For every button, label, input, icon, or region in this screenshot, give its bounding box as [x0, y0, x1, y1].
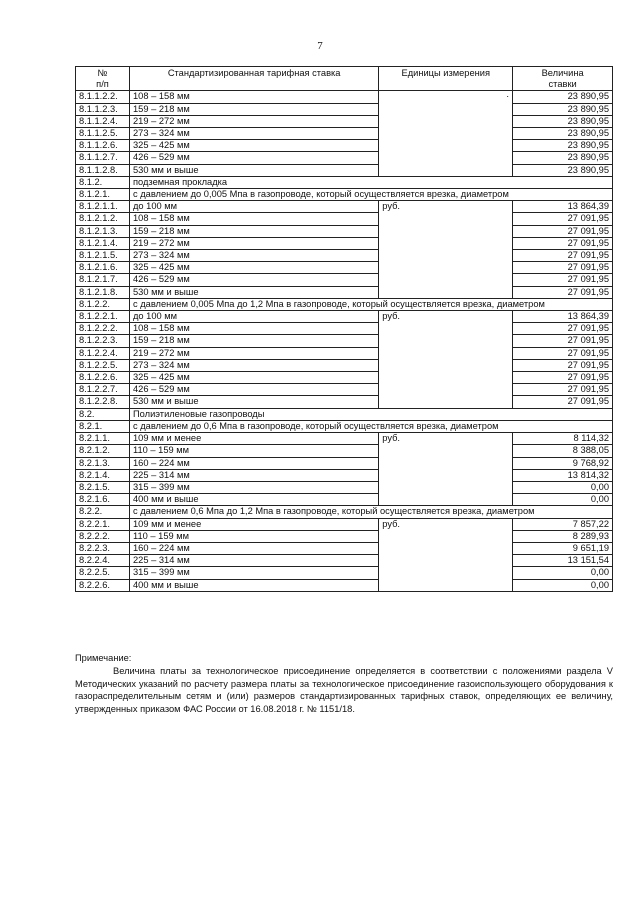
- row-diameter: 110 – 159 мм: [130, 530, 379, 542]
- row-number: 8.1.1.2.5.: [76, 128, 130, 140]
- rate-value: 27 091,95: [513, 213, 613, 225]
- note: [75, 652, 613, 715]
- row-diameter: 273 – 324 мм: [130, 359, 379, 371]
- rate-value: 23 890,95: [513, 140, 613, 152]
- header-num: № п/п: [76, 67, 130, 91]
- row-number: 8.2.1.2.: [76, 445, 130, 457]
- table-row: [76, 213, 613, 225]
- table-row: [76, 91, 613, 103]
- table-row: [76, 237, 613, 249]
- section-title: с давлением до 0,6 Мпа в газопроводе, который осуществляется врезка, диаметром: [130, 420, 613, 432]
- row-number: 8.1.1.2.3.: [76, 103, 130, 115]
- section-row: [76, 176, 613, 188]
- row-number: 8.1.1.2.8.: [76, 164, 130, 176]
- table-row: [76, 384, 613, 396]
- rate-value: 27 091,95: [513, 359, 613, 371]
- row-number: 8.1.2.2.6.: [76, 372, 130, 384]
- table-row: [76, 335, 613, 347]
- table-row: [76, 359, 613, 371]
- row-number: 8.2.1.1.: [76, 433, 130, 445]
- row-number: 8.2.2.3.: [76, 542, 130, 554]
- row-diameter: 219 – 272 мм: [130, 347, 379, 359]
- rate-value: 23 890,95: [513, 115, 613, 127]
- row-diameter: 530 мм и выше: [130, 164, 379, 176]
- rate-value: 0,00: [513, 494, 613, 506]
- header-name: Стандартизированная тарифная ставка: [130, 67, 379, 91]
- section-title: с давлением до 0,005 Мпа в газопроводе, который осуществляется врезка, диаметром: [130, 189, 613, 201]
- row-diameter: 160 – 224 мм: [130, 542, 379, 554]
- table-row: [76, 201, 613, 213]
- row-diameter: 530 мм и выше: [130, 286, 379, 298]
- row-diameter: 325 – 425 мм: [130, 372, 379, 384]
- row-number: 8.2.1.4.: [76, 469, 130, 481]
- rate-value: 23 890,95: [513, 128, 613, 140]
- table-row: [76, 128, 613, 140]
- tariff-table: [75, 66, 613, 592]
- table-row: [76, 445, 613, 457]
- section-title: подземная прокладка: [130, 176, 613, 188]
- rate-value: 27 091,95: [513, 286, 613, 298]
- section-number: 8.2.2.: [76, 506, 130, 518]
- section-row: [76, 189, 613, 201]
- unit-cell: руб.: [379, 201, 513, 299]
- section-number: 8.1.2.1.: [76, 189, 130, 201]
- unit-cell: руб.: [379, 518, 513, 591]
- rate-value: 27 091,95: [513, 262, 613, 274]
- table-row: [76, 164, 613, 176]
- rate-value: 13 814,32: [513, 469, 613, 481]
- section-title: Полиэтиленовые газопроводы: [130, 408, 613, 420]
- row-diameter: 315 – 399 мм: [130, 481, 379, 493]
- row-number: 8.1.1.2.4.: [76, 115, 130, 127]
- section-number: 8.2.: [76, 408, 130, 420]
- section-title: с давлением 0,005 Мпа до 1,2 Мпа в газопроводе, который осуществляется врезка, диаметром: [130, 298, 613, 310]
- note-text: Величина платы за технологическое присоединение определяется в соответствии с положениями раздела V Методических указаний по расчету размера платы за технологическое присоединение газоиспользующего оборудования к газораспределительным сетям и (или) размеров стандартизированных тарифных ставок, определяющих ее величину, утвержденных приказом ФАС России от 16.08.2018 г. № 1151/18.: [75, 666, 613, 714]
- rate-value: 27 091,95: [513, 335, 613, 347]
- rate-value: 13 151,54: [513, 555, 613, 567]
- table-row: [76, 250, 613, 262]
- row-diameter: 225 – 314 мм: [130, 469, 379, 481]
- rate-value: 0,00: [513, 567, 613, 579]
- row-diameter: 273 – 324 мм: [130, 128, 379, 140]
- header-value: Величина ставки: [513, 67, 613, 91]
- rate-value: 8 289,93: [513, 530, 613, 542]
- rate-value: 27 091,95: [513, 384, 613, 396]
- row-diameter: 325 – 425 мм: [130, 262, 379, 274]
- row-number: 8.1.2.2.2.: [76, 323, 130, 335]
- header-unit: Единицы измерения: [379, 67, 513, 91]
- row-diameter: 426 – 529 мм: [130, 384, 379, 396]
- table-row: [76, 433, 613, 445]
- row-number: 8.1.2.1.4.: [76, 237, 130, 249]
- row-number: 8.2.2.6.: [76, 579, 130, 591]
- row-number: 8.1.1.2.6.: [76, 140, 130, 152]
- table-row: [76, 225, 613, 237]
- section-number: 8.1.2.: [76, 176, 130, 188]
- row-diameter: 159 – 218 мм: [130, 103, 379, 115]
- tariff-table-body: [76, 91, 613, 591]
- table-row: [76, 457, 613, 469]
- row-number: 8.1.2.2.7.: [76, 384, 130, 396]
- section-row: [76, 408, 613, 420]
- table-row: [76, 274, 613, 286]
- table-row: [76, 481, 613, 493]
- section-row: [76, 506, 613, 518]
- rate-value: 13 864,39: [513, 311, 613, 323]
- table-row: [76, 152, 613, 164]
- table-row: [76, 140, 613, 152]
- unit-cell: ·: [379, 91, 513, 176]
- rate-value: 27 091,95: [513, 372, 613, 384]
- section-row: [76, 298, 613, 310]
- rate-value: 9 768,92: [513, 457, 613, 469]
- table-row: [76, 323, 613, 335]
- row-number: 8.1.2.1.8.: [76, 286, 130, 298]
- row-diameter: 109 мм и менее: [130, 433, 379, 445]
- rate-value: 23 890,95: [513, 103, 613, 115]
- row-number: 8.1.2.1.2.: [76, 213, 130, 225]
- rate-value: 0,00: [513, 481, 613, 493]
- table-row: [76, 469, 613, 481]
- row-number: 8.1.2.1.6.: [76, 262, 130, 274]
- section-number: 8.1.2.2.: [76, 298, 130, 310]
- row-number: 8.1.2.1.7.: [76, 274, 130, 286]
- row-diameter: 109 мм и менее: [130, 518, 379, 530]
- row-number: 8.2.2.5.: [76, 567, 130, 579]
- row-number: 8.1.1.2.2.: [76, 91, 130, 103]
- table-row: [76, 518, 613, 530]
- row-number: 8.2.1.5.: [76, 481, 130, 493]
- rate-value: 13 864,39: [513, 201, 613, 213]
- unit-cell: руб.: [379, 311, 513, 409]
- row-diameter: до 100 мм: [130, 201, 379, 213]
- row-number: 8.2.2.1.: [76, 518, 130, 530]
- row-diameter: до 100 мм: [130, 311, 379, 323]
- row-diameter: 315 – 399 мм: [130, 567, 379, 579]
- table-header-row: [76, 67, 613, 91]
- row-number: 8.1.2.2.4.: [76, 347, 130, 359]
- row-diameter: 219 – 272 мм: [130, 115, 379, 127]
- row-diameter: 426 – 529 мм: [130, 152, 379, 164]
- row-diameter: 400 мм и выше: [130, 579, 379, 591]
- row-diameter: 108 – 158 мм: [130, 91, 379, 103]
- row-number: 8.2.2.4.: [76, 555, 130, 567]
- table-row: [76, 103, 613, 115]
- table-row: [76, 286, 613, 298]
- table-row: [76, 530, 613, 542]
- rate-value: 27 091,95: [513, 274, 613, 286]
- unit-cell: руб.: [379, 433, 513, 506]
- row-number: 8.1.2.1.1.: [76, 201, 130, 213]
- table-row: [76, 372, 613, 384]
- row-diameter: 530 мм и выше: [130, 396, 379, 408]
- note-title: Примечание:: [75, 653, 132, 663]
- rate-value: 8 388,05: [513, 445, 613, 457]
- row-number: 8.1.1.2.7.: [76, 152, 130, 164]
- table-row: [76, 115, 613, 127]
- table-row: [76, 555, 613, 567]
- rate-value: 23 890,95: [513, 164, 613, 176]
- row-number: 8.1.2.1.3.: [76, 225, 130, 237]
- table-row: [76, 579, 613, 591]
- rate-value: 27 091,95: [513, 250, 613, 262]
- section-row: [76, 420, 613, 432]
- page-number: 7: [317, 40, 323, 52]
- rate-value: 0,00: [513, 579, 613, 591]
- table-row: [76, 494, 613, 506]
- row-diameter: 108 – 158 мм: [130, 213, 379, 225]
- table-row: [76, 311, 613, 323]
- row-diameter: 273 – 324 мм: [130, 250, 379, 262]
- row-diameter: 159 – 218 мм: [130, 335, 379, 347]
- table-row: [76, 347, 613, 359]
- row-number: 8.1.2.2.8.: [76, 396, 130, 408]
- row-diameter: 225 – 314 мм: [130, 555, 379, 567]
- row-number: 8.1.2.2.1.: [76, 311, 130, 323]
- row-diameter: 426 – 529 мм: [130, 274, 379, 286]
- section-number: 8.2.1.: [76, 420, 130, 432]
- row-number: 8.1.2.1.5.: [76, 250, 130, 262]
- section-title: с давлением 0,6 Мпа до 1,2 Мпа в газопроводе, который осуществляется врезка, диаметром: [130, 506, 613, 518]
- rate-value: 27 091,95: [513, 237, 613, 249]
- table-row: [76, 262, 613, 274]
- row-number: 8.1.2.2.5.: [76, 359, 130, 371]
- rate-value: 27 091,95: [513, 396, 613, 408]
- row-number: 8.2.1.3.: [76, 457, 130, 469]
- row-diameter: 160 – 224 мм: [130, 457, 379, 469]
- row-number: 8.2.1.6.: [76, 494, 130, 506]
- row-diameter: 400 мм и выше: [130, 494, 379, 506]
- table-row: [76, 396, 613, 408]
- row-diameter: 110 – 159 мм: [130, 445, 379, 457]
- row-number: 8.2.2.2.: [76, 530, 130, 542]
- table-row: [76, 542, 613, 554]
- row-diameter: 219 – 272 мм: [130, 237, 379, 249]
- rate-value: 27 091,95: [513, 323, 613, 335]
- row-diameter: 159 – 218 мм: [130, 225, 379, 237]
- rate-value: 7 857,22: [513, 518, 613, 530]
- rate-value: 27 091,95: [513, 347, 613, 359]
- row-number: 8.1.2.2.3.: [76, 335, 130, 347]
- rate-value: 27 091,95: [513, 225, 613, 237]
- row-diameter: 108 – 158 мм: [130, 323, 379, 335]
- rate-value: 23 890,95: [513, 91, 613, 103]
- row-diameter: 325 – 425 мм: [130, 140, 379, 152]
- rate-value: 9 651,19: [513, 542, 613, 554]
- rate-value: 8 114,32: [513, 433, 613, 445]
- table-row: [76, 567, 613, 579]
- rate-value: 23 890,95: [513, 152, 613, 164]
